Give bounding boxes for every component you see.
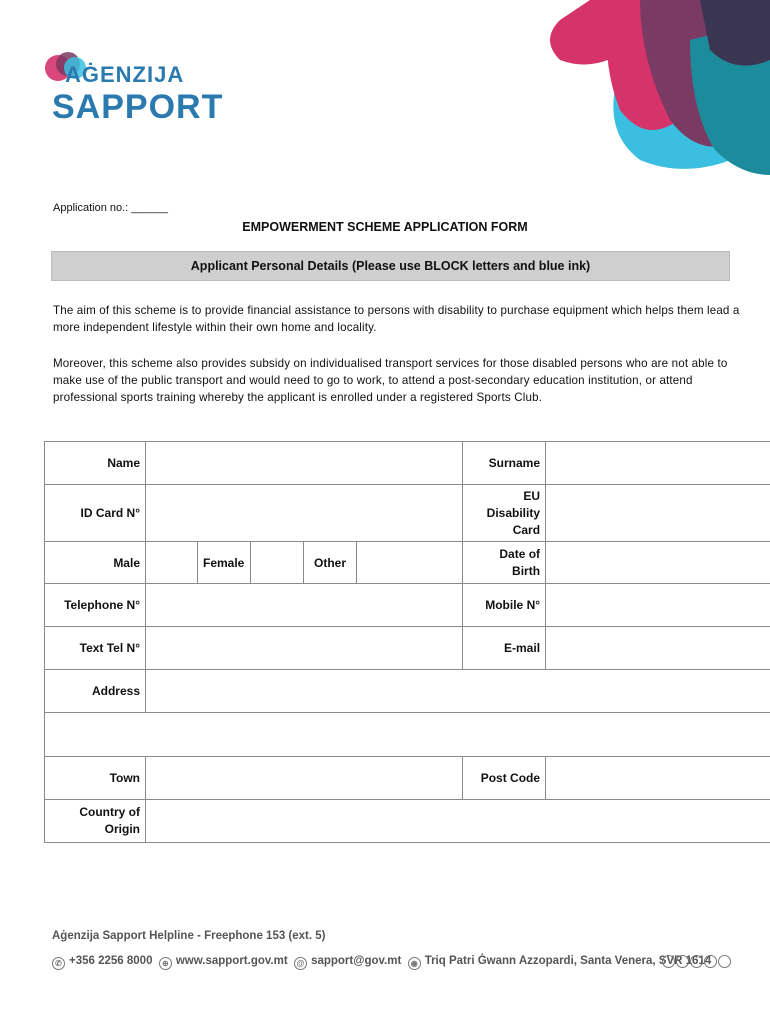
social-icons [662,955,732,973]
post-code-input[interactable] [546,757,770,800]
date-of-birth-label: Date of Birth [463,542,546,584]
name-label: Name [45,442,146,485]
text-tel-label: Text Tel N° [45,627,146,670]
female-label: Female [198,542,251,584]
text-tel-input[interactable] [146,627,463,670]
address-input-line1[interactable] [146,670,770,713]
messenger-icon[interactable] [718,955,731,968]
application-number: Application no.: ______ [53,202,168,214]
footer-address: Triq Patri Ġwann Azzopardi, Santa Venera, SVR 1614 [424,955,712,967]
footer-contacts [52,955,711,970]
other-checkbox[interactable] [357,542,463,584]
footer-phone: +356 2256 8000 [69,955,153,967]
logo-text-line1: AĠENZIJA [65,62,185,87]
surname-input[interactable] [546,442,770,485]
post-code-label: Post Code [463,757,546,800]
phone-icon: ✆ [52,957,65,970]
email-input[interactable] [546,627,770,670]
personal-details-table [44,441,770,843]
section-banner: Applicant Personal Details (Please use BLOCK letters and blue ink) [51,251,730,281]
globe-icon: ⊕ [159,957,172,970]
footer-website[interactable]: www.sapport.gov.mt [175,955,288,967]
town-input[interactable] [146,757,463,800]
facebook-icon[interactable] [662,955,675,968]
name-input[interactable] [146,442,463,485]
address-label: Address [45,670,146,713]
logo-text-line2: SAPPORT [52,88,224,126]
footer-helpline: Aġenzija Sapport Helpline - Freephone 153 (ext. 5) [52,930,326,942]
twitter-icon[interactable] [690,955,703,968]
telephone-label: Telephone N° [45,584,146,627]
female-checkbox[interactable] [251,542,304,584]
form-title: EMPOWERMENT SCHEME APPLICATION FORM [242,220,528,234]
email-label: E-mail [463,627,546,670]
mobile-input[interactable] [546,584,770,627]
footer-email[interactable]: sapport@gov.mt [311,955,402,967]
id-card-input[interactable] [146,485,463,542]
id-card-label: ID Card N° [45,485,146,542]
address-input-line2[interactable] [45,713,770,757]
male-checkbox[interactable] [146,542,198,584]
country-of-origin-input[interactable] [146,800,770,843]
eu-disability-card-input[interactable] [546,485,770,542]
date-of-birth-input[interactable] [546,542,770,584]
male-label: Male [45,542,146,584]
mobile-label: Mobile N° [463,584,546,627]
instagram-icon[interactable] [704,955,717,968]
linkedin-icon[interactable] [676,955,689,968]
telephone-input[interactable] [146,584,463,627]
country-of-origin-label: Country of Origin [45,800,146,843]
eu-disability-card-label: EU Disability Card [463,485,546,542]
town-label: Town [45,757,146,800]
other-label: Other [304,542,357,584]
surname-label: Surname [463,442,546,485]
subsidy-paragraph: Moreover, this scheme also provides subsidy on individualised transport services for those disabled persons who are not able to make use of the public transport and would need to go to work, to attend a post-secondary education institution, or attend professional sports training whereby the applicant is enrolled under a registered Sports Club. [53,357,728,404]
email-icon: @ [294,957,307,970]
location-icon: ◉ [408,957,421,970]
intro-paragraph: The aim of this scheme is to provide financial assistance to persons with disability to purchase equipment which helps them lead a more independent lifestyle within their own home and locality. [53,304,740,334]
